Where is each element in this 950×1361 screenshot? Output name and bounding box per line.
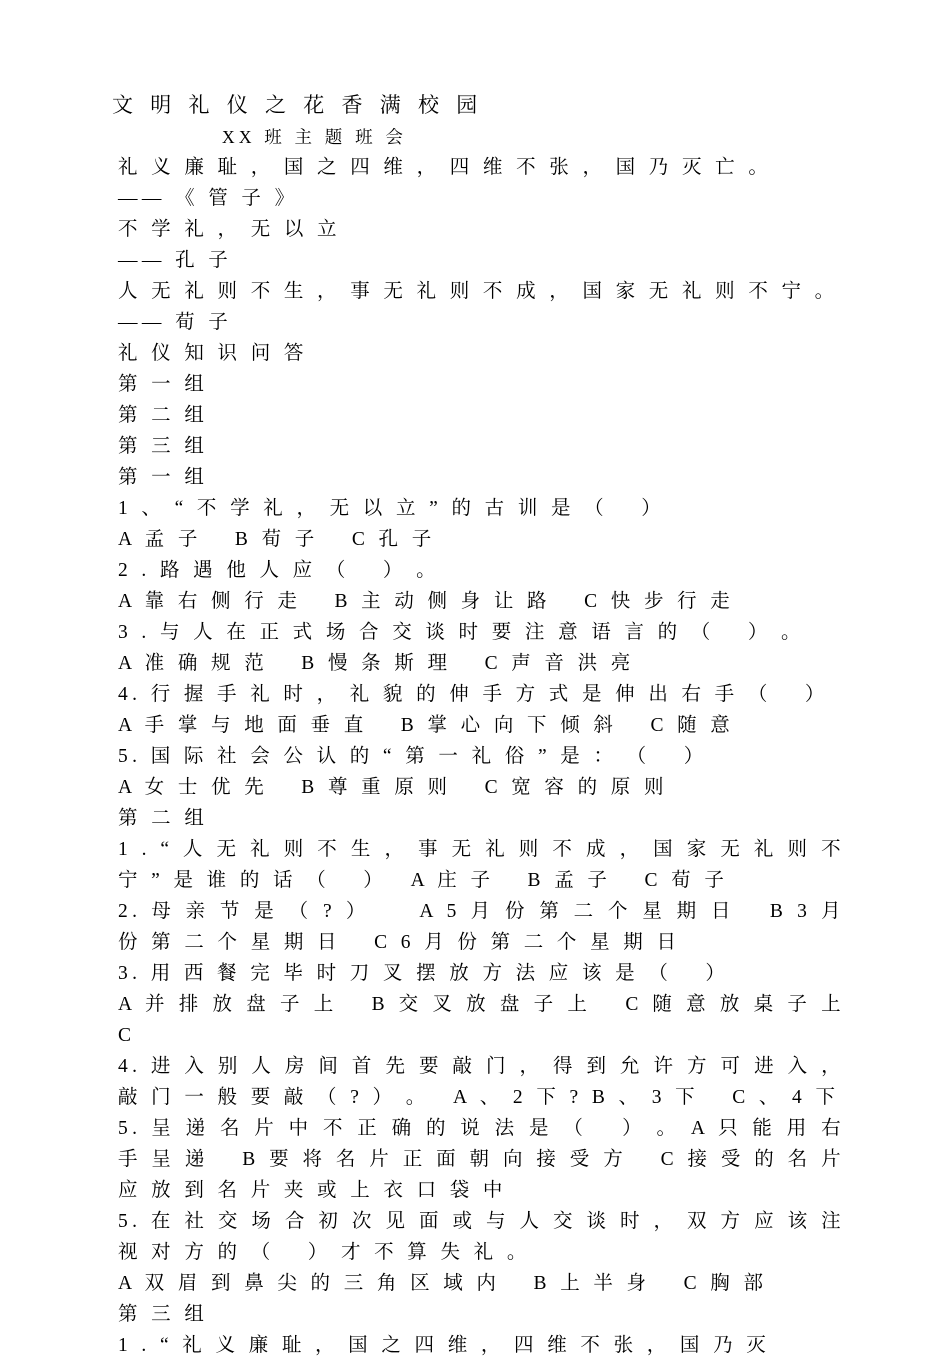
question-item: 2 . 路 遇 他 人 应 （ ） 。 [118,560,440,581]
document-body [112,88,855,1361]
question-item: 1 . “ 人 无 礼 则 不 生 ， 事 无 礼 则 不 成 ， 国 家 无 礼 则 不 宁 ” 是 谁 的 话 （ ） A 庄 子 B 孟 子 C 荀 子 [118,839,855,891]
question-item: 5. 呈 递 名 片 中 不 正 确 的 说 法 是 （ ） 。 A 只 能 用 右 手 呈 递 B 要 将 名 片 正 面 朝 向 接 受 方 C 接 受 的 名 片 应 放 到 名 片 夹 或 上 衣 口 袋 中 [118,1118,855,1201]
answer-options: A 准 确 规 范 B 慢 条 斯 理 C 声 音 洪 亮 [118,653,635,674]
section-heading: 第 三 组 [118,1304,209,1325]
paragraph: 不 学 礼 ， 无 以 立 [118,219,341,240]
question-item: 4. 进 入 别 人 房 间 首 先 要 敲 门 ， 得 到 允 许 方 可 进 入 ， 敲 门 一 般 要 敲 （ ? ） 。 A 、 2 下 ? B 、 3 下 C 、 4 下 [118,1056,855,1108]
paragraph: —— 荀 子 [118,312,233,333]
paragraph: 人 无 礼 则 不 生 ， 事 无 礼 则 不 成 ， 国 家 无 礼 则 不 宁 。 [118,281,839,302]
question-item: 3 . 与 人 在 正 式 场 合 交 谈 时 要 注 意 语 言 的 （ ） 。 [118,622,805,643]
question-item: 1 . “ 礼 义 廉 耻 ， 国 之 四 维 ， 四 维 不 张 ， 国 乃 灭 [118,1335,771,1356]
section-heading: 第 三 组 [118,436,209,457]
paragraph: —— 《 管 子 》 [118,188,299,209]
section-heading: 第 二 组 [118,405,209,426]
question-item: 5. 国 际 社 会 公 认 的 “ 第 一 礼 俗 ” 是 ： （ ） [118,746,708,767]
question-item: 3. 用 西 餐 完 毕 时 刀 叉 摆 放 方 法 应 该 是 （ ） [118,963,730,984]
question-item: 4. 行 握 手 礼 时 ， 礼 貌 的 伸 手 方 式 是 伸 出 右 手 （ ） [118,684,829,705]
answer-options: A 双 眉 到 鼻 尖 的 三 角 区 域 内 B 上 半 身 C 胸 部 [118,1273,768,1294]
section-heading: 礼 仪 知 识 问 答 [118,343,308,364]
answer-options: A 靠 右 侧 行 走 B 主 动 侧 身 让 路 C 快 步 行 走 [118,591,735,612]
paragraph: —— 孔 子 [118,250,233,271]
question-item: 2. 母 亲 节 是 （ ? ） A 5 月 份 第 二 个 星 期 日 B 3 月 份 第 二 个 星 期 日 C 6 月 份 第 二 个 星 期 日 [118,901,855,953]
answer-options: A 女 士 优 先 B 尊 重 原 则 C 宽 容 的 原 则 [118,777,668,798]
answer-options: A 手 掌 与 地 面 垂 直 B 掌 心 向 下 倾 斜 C 随 意 [118,715,735,736]
question-item: 5. 在 社 交 场 合 初 次 见 面 或 与 人 交 谈 时 ， 双 方 应 该 注 视 对 方 的 （ ） 才 不 算 失 礼 。 [118,1211,855,1263]
answer-options: A 并 排 放 盘 子 上 B 交 叉 放 盘 子 上 C 随 意 放 桌 子 上 C [118,994,855,1046]
document-title: 文 明 礼 仪 之 花 香 满 校 园 [112,93,484,117]
section-heading: 第 二 组 [118,808,209,829]
section-heading: 第 一 组 [118,467,209,488]
paragraph: 礼 义 廉 耻 ， 国 之 四 维 ， 四 维 不 张 ， 国 乃 灭 亡 。 [118,157,773,178]
answer-options: A 孟 子 B 荀 子 C 孔 子 [118,529,436,550]
question-item: 1 、 “ 不 学 礼 ， 无 以 立 ” 的 古 训 是 （ ） [118,498,666,519]
section-heading: 第 一 组 [118,374,209,395]
document-subtitle: XX 班 主 题 班 会 [222,127,408,147]
